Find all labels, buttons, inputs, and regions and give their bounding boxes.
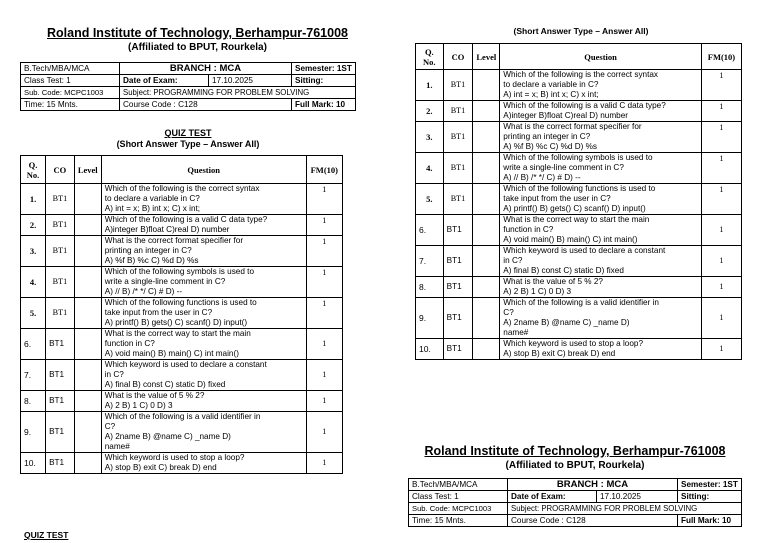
question-text	[500, 215, 702, 246]
header-co: CO	[443, 44, 473, 70]
question-text	[101, 236, 306, 267]
question-level	[473, 277, 500, 298]
question-marks: 1	[306, 329, 342, 360]
question-marks: 1	[306, 298, 342, 329]
question-number: 7.	[21, 360, 46, 391]
question-line: What is the correct format specifier for	[503, 122, 642, 131]
question-row	[416, 246, 742, 277]
header-co: CO	[46, 156, 75, 184]
question-line: What is the value of 5 % 2?	[104, 391, 205, 400]
question-marks: 1	[306, 360, 342, 391]
sub-code-cell: Sub. Code: MCPC1003	[21, 87, 120, 99]
semester-cell: Semester: 1ST	[292, 63, 356, 75]
branch-cell: BRANCH : MCA	[508, 479, 678, 491]
question-line: in C?	[503, 256, 523, 265]
question-number: 10.	[416, 339, 444, 360]
question-row	[416, 70, 742, 101]
question-number: 10.	[21, 453, 46, 474]
question-row	[416, 215, 742, 246]
question-level	[473, 153, 500, 184]
question-line: Which of the following symbols is used to	[104, 267, 254, 276]
question-number: 6.	[21, 329, 46, 360]
question-line: A)integer B)float C)real D) number	[104, 225, 230, 234]
question-level	[473, 101, 500, 122]
question-text	[500, 70, 702, 101]
question-co: BT1	[443, 215, 473, 246]
question-line: Which of the following functions is used to	[503, 184, 656, 193]
quiz-table-right	[415, 43, 742, 360]
question-text	[101, 391, 306, 412]
question-line: printing an integer in C?	[503, 132, 591, 141]
question-text	[500, 339, 702, 360]
question-text	[101, 215, 306, 236]
bottom-quiz-title: QUIZ TEST	[24, 530, 69, 540]
question-row	[416, 122, 742, 153]
date-value-cell: 17.10.2025	[209, 75, 292, 87]
question-marks: 1	[306, 236, 342, 267]
question-number: 1.	[21, 184, 46, 215]
question-level	[74, 391, 101, 412]
question-number: 4.	[21, 267, 46, 298]
question-number: 2.	[21, 215, 46, 236]
class-test-cell: Class Test: 1	[21, 75, 120, 87]
question-co: BT1	[46, 298, 75, 329]
question-text	[101, 267, 306, 298]
question-line: A) %f B) %c C) %d D) %s	[104, 256, 199, 265]
question-level	[74, 453, 101, 474]
header-fm: FM(10)	[306, 156, 342, 184]
question-line: A) printf() B) gets() C) scanf() D) input()	[503, 204, 646, 213]
question-co: BT1	[443, 70, 473, 101]
question-line: function in C?	[104, 339, 155, 348]
question-marks: 1	[701, 339, 741, 360]
question-line: Which of the following is a valid identifier in	[104, 412, 261, 421]
question-text	[101, 412, 306, 453]
header-question: Question	[500, 44, 702, 70]
question-row	[21, 184, 343, 215]
question-co: BT1	[46, 360, 75, 391]
question-line: Which keyword is used to stop a loop?	[104, 453, 245, 462]
question-co: BT1	[443, 153, 473, 184]
question-level	[74, 360, 101, 391]
question-number: 5.	[416, 184, 444, 215]
question-line: Which of the following functions is used to	[104, 298, 257, 307]
question-line: Which keyword is used to declare a constant	[104, 360, 267, 369]
question-co: BT1	[443, 101, 473, 122]
question-row	[416, 184, 742, 215]
question-line: A) // B) /* */ C) # D) --	[104, 287, 183, 296]
question-text	[500, 246, 702, 277]
question-row	[21, 391, 343, 412]
question-marks: 1	[701, 215, 741, 246]
question-co: BT1	[46, 391, 75, 412]
question-line: Which of the following symbols is used to	[503, 153, 653, 162]
exam-info-table	[20, 62, 356, 111]
question-co: BT1	[443, 122, 473, 153]
question-marks: 1	[306, 267, 342, 298]
question-line: Which of the following is the correct syntax	[503, 70, 659, 79]
question-line: Which of the following is the correct syntax	[104, 184, 260, 193]
question-marks: 1	[701, 277, 741, 298]
question-line: Which keyword is used to stop a loop?	[503, 339, 644, 348]
question-line: Which of the following is a valid C data type?	[503, 101, 666, 110]
question-level	[74, 298, 101, 329]
question-line: What is the value of 5 % 2?	[503, 277, 603, 286]
question-number: 2.	[416, 101, 444, 122]
question-text	[500, 298, 702, 339]
question-line: write a single-line comment in C?	[104, 277, 226, 286]
question-line: take input from the user in C?	[104, 308, 213, 317]
question-co: BT1	[443, 339, 473, 360]
question-line: C?	[104, 422, 116, 431]
question-line: printing an integer in C?	[104, 246, 192, 255]
question-row	[21, 329, 343, 360]
question-co: BT1	[443, 246, 473, 277]
header-level: Level	[473, 44, 500, 70]
quiz-subtitle: (Short Answer Type – Answer All)	[116, 139, 260, 149]
question-level	[74, 236, 101, 267]
question-co: BT1	[443, 298, 473, 339]
question-row	[21, 215, 343, 236]
question-row	[21, 412, 343, 453]
question-line: to declare a variable in C?	[503, 80, 599, 89]
question-text	[101, 453, 306, 474]
question-co: BT1	[46, 453, 75, 474]
question-text	[500, 101, 702, 122]
header-qno: Q. No.	[21, 156, 46, 184]
question-row	[21, 360, 343, 391]
question-number: 6.	[416, 215, 444, 246]
class-test-cell: Class Test: 1	[409, 491, 508, 503]
question-marks: 1	[701, 246, 741, 277]
question-line: A) printf() B) gets() C) scanf() D) input()	[104, 318, 248, 327]
question-line: A) void main() B) main() C) int main()	[503, 235, 638, 244]
question-line: A)integer B)float C)real D) number	[503, 111, 628, 120]
question-row	[21, 236, 343, 267]
question-text	[101, 360, 306, 391]
date-value-cell: 17.10.2025	[597, 491, 678, 503]
question-line: A) 2 B) 1 C) 0 D) 3	[503, 287, 572, 296]
subject-cell: Subject: PROGRAMMING FOR PROBLEM SOLVING	[120, 87, 356, 99]
subject-cell: Subject: PROGRAMMING FOR PROBLEM SOLVING	[508, 503, 742, 515]
question-number: 9.	[416, 298, 444, 339]
question-marks: 1	[701, 70, 741, 101]
question-line: A) final B) const C) static D) fixed	[104, 380, 226, 389]
question-number: 8.	[416, 277, 444, 298]
question-row	[416, 277, 742, 298]
question-co: BT1	[46, 215, 75, 236]
question-line: A) stop B) exit C) break D) end	[104, 463, 217, 472]
question-text	[101, 184, 306, 215]
question-co: BT1	[46, 267, 75, 298]
header-level: Level	[74, 156, 101, 184]
course-code-cell: Course Code : C128	[120, 99, 292, 111]
question-marks: 1	[306, 412, 342, 453]
question-level	[74, 184, 101, 215]
question-co: BT1	[443, 277, 473, 298]
question-level	[473, 298, 500, 339]
question-level	[74, 329, 101, 360]
question-row	[21, 453, 343, 474]
question-row	[416, 298, 742, 339]
question-line: Which of the following is a valid identifier in	[503, 298, 659, 307]
question-line: Which of the following is a valid C data type?	[104, 215, 268, 224]
question-line: A) 2 B) 1 C) 0 D) 3	[104, 401, 173, 410]
question-marks: 1	[701, 153, 741, 184]
question-row	[416, 153, 742, 184]
question-number: 7.	[416, 246, 444, 277]
question-line: What is the correct way to start the main	[503, 215, 650, 224]
question-co: BT1	[46, 412, 75, 453]
question-line: write a single-line comment in C?	[503, 163, 624, 172]
question-marks: 1	[701, 101, 741, 122]
question-level	[74, 412, 101, 453]
affiliation-text: (Affiliated to BPUT, Rourkela)	[128, 42, 267, 53]
sitting-cell: Sitting:	[292, 75, 356, 87]
question-level	[473, 184, 500, 215]
question-line: name#	[104, 442, 130, 451]
question-marks: 1	[701, 298, 741, 339]
date-label-cell: Date of Exam:	[120, 75, 209, 87]
question-line: A) // B) /* */ C) # D) --	[503, 173, 581, 182]
question-level	[74, 215, 101, 236]
semester-cell: Semester: 1ST	[678, 479, 742, 491]
institute-title: Roland Institute of Technology, Berhampur-761008	[47, 26, 348, 40]
question-row	[416, 101, 742, 122]
question-level	[473, 122, 500, 153]
question-co: BT1	[443, 184, 473, 215]
header-question: Question	[101, 156, 306, 184]
institute-title-bottom: Roland Institute of Technology, Berhampur-761008	[424, 444, 726, 458]
question-line: A) 2name B) @name C) _name D)	[503, 318, 630, 327]
sitting-cell: Sitting:	[678, 491, 742, 503]
question-line: A) int = x; B) int x; C) x int;	[503, 90, 599, 99]
quiz-table-left	[20, 155, 343, 474]
question-marks: 1	[306, 453, 342, 474]
exam-info-table-bottom	[408, 478, 742, 527]
question-text	[500, 184, 702, 215]
question-line: Which keyword is used to declare a constant	[503, 246, 666, 255]
question-co: BT1	[46, 329, 75, 360]
question-line: A) stop B) exit C) break D) end	[503, 349, 616, 358]
branch-cell: BRANCH : MCA	[120, 63, 292, 75]
question-marks: 1	[701, 122, 741, 153]
date-label-cell: Date of Exam:	[508, 491, 597, 503]
question-level	[473, 339, 500, 360]
quiz-title: QUIZ TEST	[164, 128, 212, 138]
sub-code-cell: Sub. Code: MCPC1003	[409, 503, 508, 515]
question-line: to declare a variable in C?	[104, 194, 200, 203]
question-row	[21, 298, 343, 329]
question-row	[21, 267, 343, 298]
question-marks: 1	[701, 184, 741, 215]
question-number: 8.	[21, 391, 46, 412]
program-cell: B.Tech/MBA/MCA	[21, 63, 120, 75]
question-co: BT1	[46, 184, 75, 215]
question-level	[473, 70, 500, 101]
program-cell: B.Tech/MBA/MCA	[409, 479, 508, 491]
question-number: 4.	[416, 153, 444, 184]
question-level	[473, 215, 500, 246]
question-marks: 1	[306, 184, 342, 215]
question-line: A) final B) const C) static D) fixed	[503, 266, 624, 275]
question-marks: 1	[306, 215, 342, 236]
header-fm: FM(10)	[701, 44, 741, 70]
question-text	[101, 329, 306, 360]
question-text	[500, 122, 702, 153]
question-line: function in C?	[503, 225, 554, 234]
full-mark-cell: Full Mark: 10	[292, 99, 356, 111]
time-cell: Time: 15 Mnts.	[21, 99, 120, 111]
full-mark-cell: Full Mark: 10	[678, 515, 742, 527]
right-subtitle: (Short Answer Type – Answer All)	[513, 26, 649, 36]
question-line: A) void main() B) main() C) int main()	[104, 349, 239, 358]
question-co: BT1	[46, 236, 75, 267]
question-number: 5.	[21, 298, 46, 329]
affiliation-text-bottom: (Affiliated to BPUT, Rourkela)	[505, 460, 645, 471]
time-cell: Time: 15 Mnts.	[409, 515, 508, 527]
question-level	[473, 246, 500, 277]
question-number: 3.	[416, 122, 444, 153]
question-number: 3.	[21, 236, 46, 267]
question-level	[74, 267, 101, 298]
course-code-cell: Course Code : C128	[508, 515, 678, 527]
question-line: C?	[503, 308, 514, 317]
question-line: What is the correct way to start the main	[104, 329, 251, 338]
question-number: 1.	[416, 70, 444, 101]
question-marks: 1	[306, 391, 342, 412]
question-row	[416, 339, 742, 360]
question-line: What is the correct format specifier for	[104, 236, 244, 245]
question-text	[500, 153, 702, 184]
question-text	[500, 277, 702, 298]
question-line: A) 2name B) @name C) _name D)	[104, 432, 231, 441]
question-line: name#	[503, 328, 529, 337]
question-line: take input from the user in C?	[503, 194, 611, 203]
question-number: 9.	[21, 412, 46, 453]
question-line: A) %f B) %c C) %d D) %s	[503, 142, 598, 151]
question-text	[101, 298, 306, 329]
question-line: A) int = x; B) int x; C) x int;	[104, 204, 201, 213]
question-line: in C?	[104, 370, 124, 379]
header-qno: Q. No.	[416, 44, 444, 70]
